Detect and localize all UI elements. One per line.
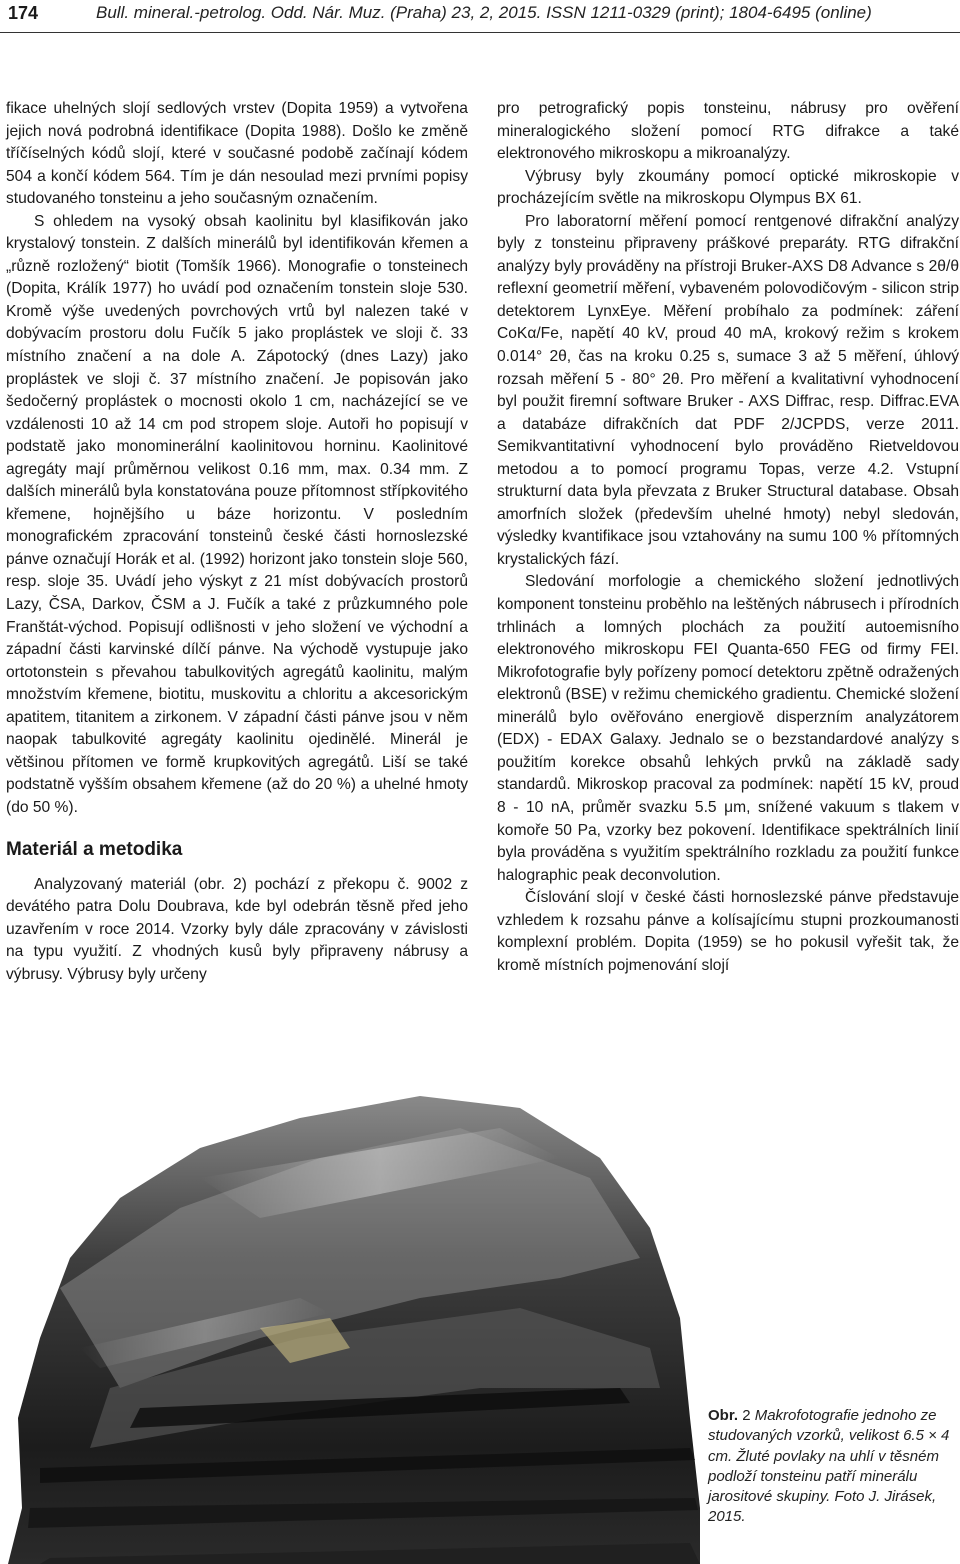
body-paragraph: Pro laboratorní měření pomocí rentgenové difrakční analýzy byly z tonsteinu připraveny práškové preparáty. RTG difrakční analýzy byly prováděny na přístroji Bruker-AXS D8 Advance s 2θ/θ reflexní geometrií měření, vybaveném polovodičovým - silicon strip detektorem LynxEye. Měření probíhalo za podmínek: záření CoKα/Fe, napětí 40 kV, proud 40 mA, krokový režim s krokem 0.014° 2θ, čas na kroku 0.25 s, sumace 3 až 5 měření, úhlový rozsah měření 5 - 80° 2θ. Pro měření a kvalitativní vyhodnocení byl použit firemní software Bruker - AXS Diffrac, resp. Diffrac.EVA a databáze difrakčních dat PDF 2/JCPDS, verze 2011. Semikvantitativní vyhodnocení bylo prováděno Rietveldovou metodou a to pomocí programu Topas, verze 4.2. Vstupní strukturní data byla převzata z Bruker Structural database. Obsah amorfních složek (především uhelné hmoty) nebyl sledován, výsledky kvantifikace jsou vztahovány na sumu 100 % přítomných krystalických fází. (497, 212, 959, 568)
body-paragraph: Číslování slojí v české části hornoslezské pánve představuje vzhledem k rozsahu pánve a kolísajícímu stupni prozkoumanosti komplexní problém. Dopita (1959) se ho pokusil vyřešit tak, že kromě místních pojmenování slojí (497, 889, 959, 974)
figure-caption (708, 1406, 956, 1528)
body-paragraph: Sledování morfologie a chemického složení jednotlivých komponent tonsteinu proběhlo na leštěných nábrusech i přírodních trhlinách a lomných plochách za použití autoemisního elektronového mikroskopu FEI Quanta-650 FEG od firmy FEI. Mikrofotografie byly pořízeny pomocí detektoru zpětně odražených elektronů (BSE) v režimu chemického gradientu. Chemické složení minerálů bylo ověřováno energiově disperzním analyzátorem (EDX) - EDAX Galaxy. Jednalo se o bezstandardové analýzy s použitím korekce obsahů lehkých prvků na základě sady standardů. Mikroskop pracoval za podmínek: napětí 15 kV, proud 8 - 10 nA, průměr svazku 5.5 μm, snížené vakuum s tlakem v komoře 50 Pa, vzorky bez pokovení. Identifikace spektrálních linií byla prováděna s využitím spektrálního rozkladu za použití funkce halographic peak deconvolution. (497, 573, 959, 884)
body-paragraph: S ohledem na vysoký obsah kaolinitu byl klasifikován jako krystalový tonstein. Z dalších minerálů byl identifikován křemen a „různě rozložený“ biotit (Tomšík 1966). Monografie o tonsteinech (Dopita, Králík 1977) ho uvádí pod označením tonstein sloje 530. Kromě výše uvedených povrchových vrtů byl nalezen také v dobývacím prostoru dolu Fučík 5 jako proplástek ve sloji č. 33 místního značení a na dole A. Zápotocký (dnes Lazy) jako proplástek ve sloji č. 37 místního značení. Je popisován jako šedočerný proplástek o mocnosti okolo 1 cm, nacházející se ve vzdálenosti 10 až 14 cm pod stropem sloje. Autoři ho popisují v podstatě jako monominerální kaolinitovou horninu. Kaolinitové agregáty mají průměrnou velikost 0.16 mm, max. 0.34 mm. Z dalších minerálů byla konstatována pouze přítomnost střípkovitého křemene, hojnějšího u báze horizontu. V posledním monografickém zpracování tonsteinů české části hornoslezské pánve označují Horák et al. (1992) horizont jako tonstein sloje 560, resp. sloje 35. Uvádí jeho výskyt z 21 míst dobývacích prostorů Lazy, ČSA, Darkov, ČSM a J. Fučík a také z průzkumného pole Franštát-východ. Popisují odlišnosti v jeho složení ve východní a západní části karvinské dílčí pánve. Na východě vystupuje jako ortotonstein s převahou tabulkovitých agregátů kaolinitu, malým množstvím křemene, biotitu, muskovitu a chloritu a akcesorickým apatitem, titanitem a zirkonem. V západní části pánve jsou v něm naopak tabulkovité agregáty kaolinitu ojedinělé. Minerál je většinou přítomen ve formě krupkovitých agregátů. Liší se také podstatně vyšším obsahem křemene (až do 20 %) a uhelné hmoty (do 50 %). (6, 212, 468, 816)
body-paragraph: Výbrusy byly zkoumány pomocí optické mikroskopie v procházejícím světle na mikroskopu Olympus BX 61. (497, 167, 959, 208)
section-heading: Materiál a metodika (6, 838, 183, 860)
figure-label: Obr. (708, 1407, 739, 1424)
figure-caption-text: Makrofotografie jednoho ze studovaných vzorků, velikost 6.5 × 4 cm. Žluté povlaky na uhlí v těsném podloží tonsteinu patří minerálu jarositové skupiny. Foto J. Jirásek, 2015. (708, 1407, 950, 1526)
header-rule (0, 32, 960, 33)
body-paragraph: pro petrografický popis tonsteinu, nábrusy pro ověření mineralogického složení pomocí RTG difrakce a také elektronového mikroskopu a mikroanalýzy. (497, 100, 959, 163)
left-column (6, 98, 468, 986)
body-paragraph: Analyzovaný materiál (obr. 2) pochází z překopu č. 9002 z devátého patra Dolu Doubrava, kde byl odebrán těsně před jeho uzavřením v roce 2014. Vzorky byly dále zpracovány v závislosti na typu využití. Z vhodných kusů byly připraveny nábrusy a výbrusy. Výbrusy byly určeny (6, 875, 468, 983)
running-head (0, 0, 960, 38)
body-paragraph: fikace uhelných slojí sedlových vrstev (Dopita 1959) a vytvořena jejich nová podrobná identifikace (Dopita 1988). Došlo ke změně tříčíselných kódů slojí, které v současné podobě začínají kódem 504 a končí kódem 564. Tím je dán nesoulad mezi prvními popisy studovaného tonsteinu a jeho současným označením. (6, 100, 468, 208)
right-column (497, 98, 959, 977)
figure-number: 2 (742, 1407, 751, 1424)
page-number: 174 (8, 3, 39, 23)
sample-photograph (0, 1088, 700, 1564)
journal-citation: Bull. mineral.-petrolog. Odd. Nár. Muz. (Praha) 23, 2, 2015. ISSN 1211-0329 (print); 1804-6495 (online) (96, 3, 872, 22)
